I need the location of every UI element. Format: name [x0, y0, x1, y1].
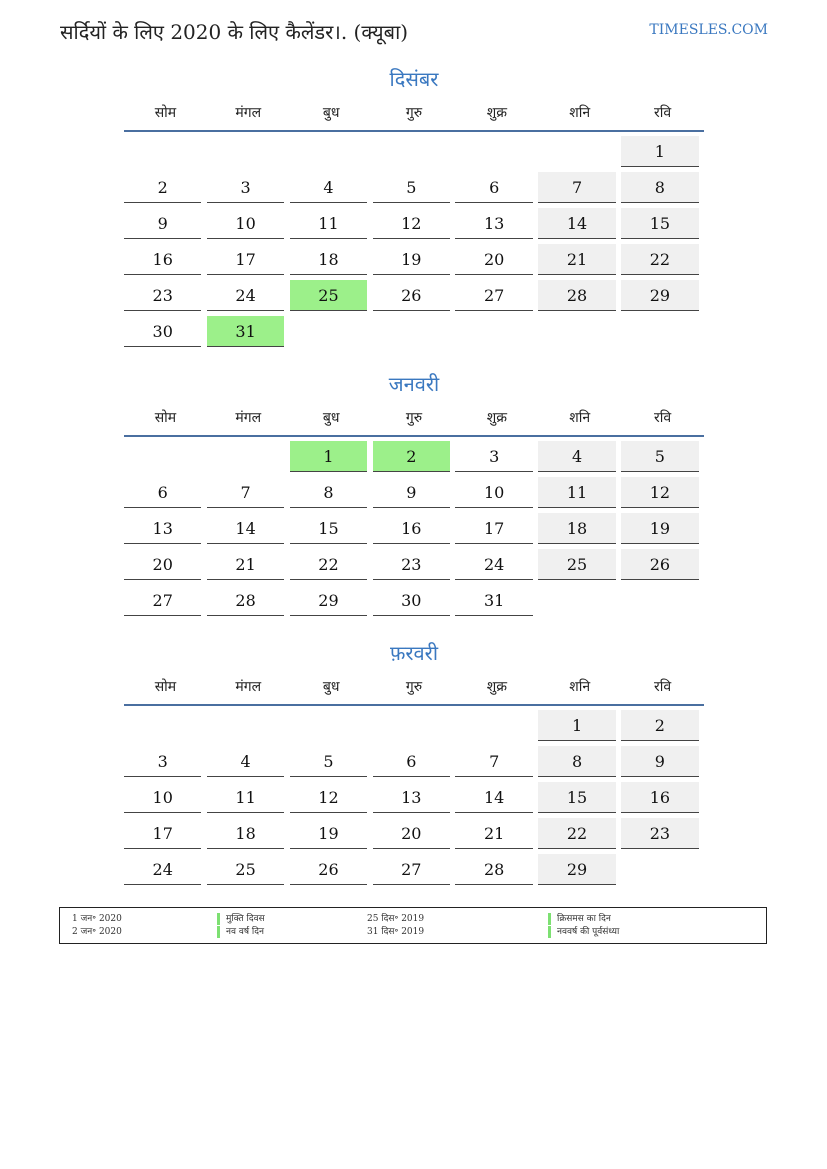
day-cell: 11 — [538, 477, 615, 508]
day-cell: 6 — [373, 746, 450, 777]
weekday-label: मंगल — [235, 679, 262, 695]
day-cell: 19 — [373, 244, 450, 275]
day-cell: 5 — [373, 172, 450, 203]
day-cell: 15 — [290, 513, 367, 544]
legend-date: 31 दिस॰ 2019 — [367, 927, 425, 937]
header-divider — [124, 704, 704, 706]
weekday-label: सोम — [154, 410, 177, 426]
week-row — [124, 746, 704, 782]
day-cell: 14 — [455, 782, 532, 813]
day-cell: 22 — [621, 244, 698, 275]
day-cell: 3 — [124, 746, 201, 777]
empty-day-cell — [373, 136, 450, 167]
day-cell: 21 — [538, 244, 615, 275]
day-cell: 13 — [124, 513, 201, 544]
day-cell: 14 — [538, 208, 615, 239]
day-cell: 9 — [373, 477, 450, 508]
day-cell: 2 — [124, 172, 201, 203]
legend-holiday-name: मुक्ति दिवस — [217, 913, 265, 925]
day-cell: 29 — [538, 854, 615, 885]
week-row — [124, 316, 704, 352]
day-cell: 12 — [290, 782, 367, 813]
legend-holiday-name: नव वर्ष दिन — [217, 926, 264, 938]
day-cell: 15 — [621, 208, 698, 239]
day-cell: 6 — [455, 172, 532, 203]
empty-day-cell — [621, 585, 698, 616]
holiday-day-cell: 2 — [373, 441, 450, 472]
day-cell: 25 — [538, 549, 615, 580]
weekday-label: बुध — [322, 410, 340, 426]
day-cell: 5 — [621, 441, 698, 472]
day-cell: 9 — [124, 208, 201, 239]
day-cell: 8 — [538, 746, 615, 777]
day-cell: 7 — [207, 477, 284, 508]
day-cell: 9 — [621, 746, 698, 777]
legend-holiday-name: नववर्ष की पूर्वसंध्या — [548, 926, 619, 938]
week-row — [124, 513, 704, 549]
day-cell: 23 — [621, 818, 698, 849]
legend-row — [60, 913, 766, 925]
weekday-label: गुरु — [405, 105, 423, 121]
day-cell: 5 — [290, 746, 367, 777]
day-cell: 21 — [455, 818, 532, 849]
empty-day-cell — [538, 316, 615, 347]
holiday-day-cell: 25 — [290, 280, 367, 311]
weekday-label: शनि — [569, 679, 591, 695]
day-cell: 7 — [538, 172, 615, 203]
weekday-label: शुक्र — [486, 105, 507, 121]
day-cell: 27 — [455, 280, 532, 311]
day-cell: 18 — [207, 818, 284, 849]
day-cell: 12 — [373, 208, 450, 239]
day-cell: 2 — [621, 710, 698, 741]
empty-day-cell — [290, 316, 367, 347]
day-cell: 8 — [290, 477, 367, 508]
empty-day-cell — [290, 710, 367, 741]
day-cell: 17 — [207, 244, 284, 275]
week-row — [124, 818, 704, 854]
day-cell: 3 — [207, 172, 284, 203]
day-cell: 28 — [207, 585, 284, 616]
week-row — [124, 710, 704, 746]
day-cell: 27 — [373, 854, 450, 885]
week-row — [124, 477, 704, 513]
legend-date: 2 जन॰ 2020 — [72, 927, 122, 937]
weekday-label: गुरु — [405, 410, 423, 426]
month-title: जनवरी — [388, 372, 440, 396]
weekday-label: रवि — [654, 679, 672, 695]
header-divider — [124, 435, 704, 437]
day-cell: 10 — [207, 208, 284, 239]
day-cell: 23 — [124, 280, 201, 311]
page-title: सर्दियों के लिए 2020 के लिए कैलेंडर।. (क्यूबा) — [60, 20, 409, 44]
empty-day-cell — [124, 441, 201, 472]
month-title: फ़रवरी — [389, 641, 439, 665]
empty-day-cell — [124, 136, 201, 167]
week-row — [124, 441, 704, 477]
week-row — [124, 854, 704, 890]
day-cell: 26 — [621, 549, 698, 580]
day-cell: 21 — [207, 549, 284, 580]
day-cell: 16 — [621, 782, 698, 813]
day-cell: 3 — [455, 441, 532, 472]
day-cell: 24 — [455, 549, 532, 580]
day-cell: 17 — [455, 513, 532, 544]
week-row — [124, 280, 704, 316]
day-cell: 12 — [621, 477, 698, 508]
weekday-header — [124, 102, 704, 128]
day-cell: 4 — [290, 172, 367, 203]
weekday-label: बुध — [322, 105, 340, 121]
week-row — [124, 172, 704, 208]
empty-day-cell — [455, 316, 532, 347]
day-cell: 29 — [621, 280, 698, 311]
day-cell: 18 — [538, 513, 615, 544]
day-cell: 31 — [455, 585, 532, 616]
day-grid — [124, 441, 704, 621]
day-cell: 1 — [621, 136, 698, 167]
legend-date: 1 जन॰ 2020 — [72, 914, 122, 924]
week-row — [124, 585, 704, 621]
holiday-day-cell: 31 — [207, 316, 284, 347]
day-cell: 11 — [207, 782, 284, 813]
day-cell: 4 — [538, 441, 615, 472]
site-link[interactable]: TIMESLES.COM — [649, 22, 768, 38]
day-grid — [124, 710, 704, 890]
month-title: दिसंबर — [389, 67, 439, 91]
day-cell: 8 — [621, 172, 698, 203]
day-cell: 26 — [290, 854, 367, 885]
day-cell: 27 — [124, 585, 201, 616]
weekday-label: मंगल — [235, 410, 262, 426]
empty-day-cell — [538, 585, 615, 616]
empty-day-cell — [621, 316, 698, 347]
weekday-label: शनि — [569, 410, 591, 426]
day-cell: 10 — [455, 477, 532, 508]
weekday-header — [124, 407, 704, 433]
weekday-label: शुक्र — [486, 410, 507, 426]
weekday-label: सोम — [154, 105, 177, 121]
legend-date: 25 दिस॰ 2019 — [367, 914, 425, 924]
legend-holiday-name: क्रिसमस का दिन — [548, 913, 611, 925]
month-february — [124, 640, 704, 890]
day-cell: 24 — [207, 280, 284, 311]
day-cell: 13 — [373, 782, 450, 813]
day-cell: 23 — [373, 549, 450, 580]
day-cell: 1 — [538, 710, 615, 741]
day-cell: 16 — [124, 244, 201, 275]
day-cell: 13 — [455, 208, 532, 239]
day-cell: 25 — [207, 854, 284, 885]
day-cell: 4 — [207, 746, 284, 777]
empty-day-cell — [373, 710, 450, 741]
day-cell: 14 — [207, 513, 284, 544]
day-cell: 20 — [373, 818, 450, 849]
day-cell: 29 — [290, 585, 367, 616]
empty-day-cell — [621, 854, 698, 885]
day-cell: 26 — [373, 280, 450, 311]
weekday-label: शुक्र — [486, 679, 507, 695]
day-cell: 22 — [538, 818, 615, 849]
day-cell: 20 — [124, 549, 201, 580]
empty-day-cell — [455, 136, 532, 167]
day-cell: 11 — [290, 208, 367, 239]
weekday-label: बुध — [322, 679, 340, 695]
empty-day-cell — [124, 710, 201, 741]
day-cell: 19 — [290, 818, 367, 849]
weekday-label: सोम — [154, 679, 177, 695]
day-cell: 16 — [373, 513, 450, 544]
day-cell: 18 — [290, 244, 367, 275]
holiday-legend — [59, 907, 767, 944]
day-cell: 30 — [373, 585, 450, 616]
week-row — [124, 136, 704, 172]
weekday-label: रवि — [654, 410, 672, 426]
weekday-header — [124, 676, 704, 702]
day-cell: 30 — [124, 316, 201, 347]
day-cell: 10 — [124, 782, 201, 813]
empty-day-cell — [538, 136, 615, 167]
week-row — [124, 549, 704, 585]
day-cell: 22 — [290, 549, 367, 580]
day-cell: 19 — [621, 513, 698, 544]
day-cell: 15 — [538, 782, 615, 813]
empty-day-cell — [373, 316, 450, 347]
week-row — [124, 782, 704, 818]
holiday-day-cell: 1 — [290, 441, 367, 472]
weekday-label: रवि — [654, 105, 672, 121]
week-row — [124, 244, 704, 280]
week-row — [124, 208, 704, 244]
weekday-label: गुरु — [405, 679, 423, 695]
month-december — [124, 66, 704, 352]
weekday-label: मंगल — [235, 105, 262, 121]
day-cell: 20 — [455, 244, 532, 275]
day-cell: 28 — [538, 280, 615, 311]
empty-day-cell — [207, 441, 284, 472]
empty-day-cell — [207, 136, 284, 167]
empty-day-cell — [207, 710, 284, 741]
month-january — [124, 371, 704, 621]
header-divider — [124, 130, 704, 132]
empty-day-cell — [290, 136, 367, 167]
legend-row — [60, 926, 766, 938]
empty-day-cell — [455, 710, 532, 741]
day-cell: 17 — [124, 818, 201, 849]
day-cell: 24 — [124, 854, 201, 885]
day-cell: 28 — [455, 854, 532, 885]
day-cell: 7 — [455, 746, 532, 777]
weekday-label: शनि — [569, 105, 591, 121]
day-grid — [124, 136, 704, 352]
day-cell: 6 — [124, 477, 201, 508]
